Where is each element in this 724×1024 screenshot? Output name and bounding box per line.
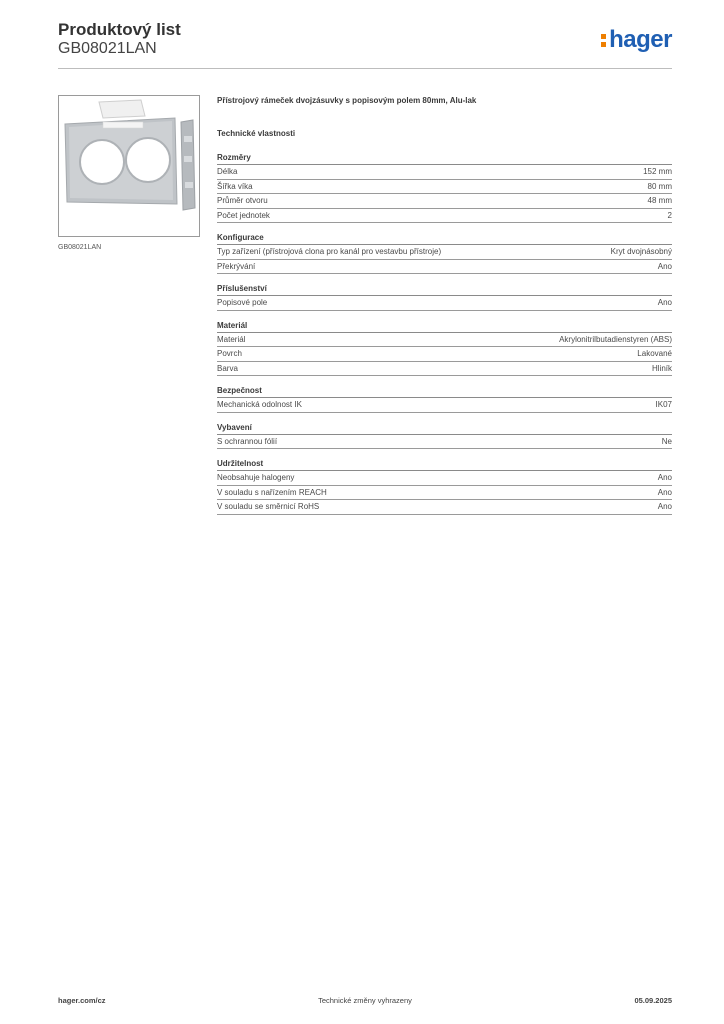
section-title: Konfigurace	[217, 232, 672, 245]
spec-section	[217, 152, 672, 223]
spec-value: Hliník	[651, 363, 672, 373]
spec-row	[217, 347, 672, 362]
spec-section	[217, 458, 672, 515]
spec-value: 80 mm	[647, 181, 672, 191]
spec-label: Neobsahuje halogeny	[217, 473, 295, 482]
spec-value: IK07	[655, 400, 672, 409]
spec-label: Barva	[217, 363, 238, 373]
footer-date: 05.09.2025	[634, 996, 672, 1005]
spec-value: Ano	[657, 502, 672, 511]
section-title: Udržitelnost	[217, 458, 672, 471]
spec-value: Ano	[657, 487, 672, 497]
section-title: Příslušenství	[217, 283, 672, 296]
spec-label: Délka	[217, 167, 238, 176]
spec-label: Počet jednotek	[217, 210, 270, 220]
image-caption: GB08021LAN	[58, 244, 102, 251]
spec-row	[217, 180, 672, 195]
spec-row	[217, 362, 672, 377]
spec-row	[217, 471, 672, 486]
document-title: Produktový list	[58, 20, 181, 39]
section-title: Materiál	[217, 320, 672, 333]
spec-label: Popisové pole	[217, 298, 268, 307]
spec-value: Ano	[657, 261, 672, 271]
spec-row	[217, 260, 672, 275]
spec-section	[217, 422, 672, 450]
product-frame-illustration	[59, 96, 199, 236]
spec-value: Ano	[657, 298, 672, 307]
spec-row	[217, 165, 672, 180]
spec-row	[217, 398, 672, 413]
spec-label: V souladu s nařízením REACH	[217, 487, 327, 497]
spec-label: Průměr otvoru	[217, 196, 268, 205]
spec-label: S ochrannou fólií	[217, 436, 278, 446]
spec-value: Ano	[657, 473, 672, 482]
spec-sections	[217, 152, 672, 515]
spec-section	[217, 283, 672, 311]
spec-label: Materiál	[217, 334, 246, 344]
spec-row	[217, 486, 672, 501]
spec-row	[217, 435, 672, 450]
spec-row	[217, 245, 672, 260]
spec-value: 48 mm	[647, 196, 672, 205]
spec-label: Mechanická odolnost IK	[217, 400, 302, 409]
spec-label: Povrch	[217, 349, 242, 358]
spec-row	[217, 296, 672, 311]
spec-value: Ne	[661, 436, 672, 446]
logo-mark-icon	[601, 32, 606, 48]
spec-value: 2	[667, 210, 672, 220]
product-description: Přístrojový rámeček dvojzásuvky s popisovým polem 80mm, Alu-lak	[217, 96, 477, 105]
product-code: GB08021LAN	[58, 40, 157, 57]
spec-row	[217, 209, 672, 224]
spec-value: Akrylonitrilbutadienstyren (ABS)	[559, 334, 672, 344]
spec-label: Šířka víka	[217, 181, 253, 191]
spec-label: V souladu se směrnicí RoHS	[217, 502, 320, 511]
spec-row	[217, 194, 672, 209]
section-title: Rozměry	[217, 152, 672, 165]
spec-value: 152 mm	[643, 167, 672, 176]
section-title: Vybavení	[217, 422, 672, 435]
logo-text: hager	[609, 26, 672, 53]
page-header	[58, 20, 672, 70]
hager-logo	[601, 26, 672, 54]
spec-value: Lakované	[637, 349, 672, 358]
spec-label: Překrývání	[217, 261, 256, 271]
spec-row	[217, 333, 672, 348]
spec-row	[217, 500, 672, 515]
footer-website-link[interactable]: hager.com/cz	[58, 996, 106, 1005]
product-image	[58, 95, 200, 237]
spec-section	[217, 385, 672, 413]
spec-value: Kryt dvojnásobný	[610, 247, 672, 256]
footer-notice: Technické změny vyhrazeny	[318, 996, 412, 1005]
spec-section	[217, 232, 672, 274]
section-title: Bezpečnost	[217, 385, 672, 398]
spec-section	[217, 320, 672, 377]
product-details	[217, 95, 672, 524]
header-divider	[58, 68, 672, 69]
spec-label: Typ zařízení (přístrojová clona pro kanál pro vestavbu přístroje)	[217, 247, 442, 256]
technical-properties-heading: Technické vlastnosti	[217, 129, 296, 138]
